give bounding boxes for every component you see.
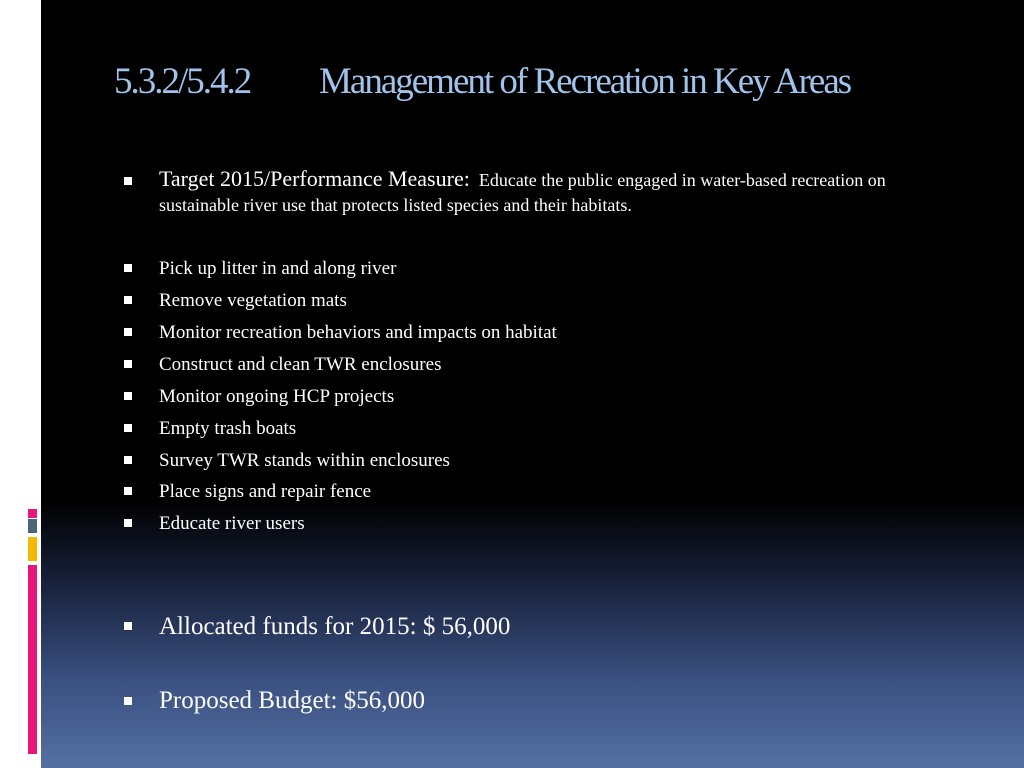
target-description: Educate the public engaged in water-based recreation on sustainable river use that protects listed species and their habitats. xyxy=(159,170,886,215)
title-section-number: 5.3.2/5.4.2 xyxy=(114,61,251,102)
slide-title xyxy=(114,60,850,120)
title-text: Management of Recreation in Key Areas xyxy=(319,61,851,102)
bullet-icon xyxy=(124,392,132,400)
target-paragraph xyxy=(159,166,949,218)
bullet-icon xyxy=(124,264,132,272)
bullet-icon xyxy=(124,487,132,495)
proposed-budget: Proposed Budget: $56,000 xyxy=(159,687,425,714)
list-item: Place signs and repair fence xyxy=(159,481,372,502)
bullet-icon xyxy=(124,622,132,630)
slide-content xyxy=(41,0,1024,768)
bullet-icon xyxy=(124,296,132,304)
accent-gold-block xyxy=(28,537,37,561)
accent-pink-bar xyxy=(28,565,37,754)
left-accent-stripe xyxy=(0,0,41,768)
list-item: Empty trash boats xyxy=(159,418,297,439)
target-label: Target 2015/Performance Measure: xyxy=(159,166,470,191)
list-item: Monitor ongoing HCP projects xyxy=(159,386,395,407)
list-item: Monitor recreation behaviors and impacts on habitat xyxy=(159,322,557,343)
accent-slate-block xyxy=(28,519,37,533)
list-item: Construct and clean TWR enclosures xyxy=(159,354,442,375)
bullet-icon xyxy=(124,328,132,336)
bullet-icon xyxy=(124,424,132,432)
list-item: Remove vegetation mats xyxy=(159,290,347,311)
list-item: Educate river users xyxy=(159,513,305,534)
bullet-icon xyxy=(124,697,132,705)
bullet-icon xyxy=(124,456,132,464)
list-item: Pick up litter in and along river xyxy=(159,258,397,279)
bullet-icon xyxy=(124,177,132,185)
list-item: Survey TWR stands within enclosures xyxy=(159,450,450,471)
bullet-icon xyxy=(124,519,132,527)
accent-pink-block xyxy=(28,509,37,518)
allocated-funds: Allocated funds for 2015: $ 56,000 xyxy=(159,613,511,640)
bullet-icon xyxy=(124,360,132,368)
